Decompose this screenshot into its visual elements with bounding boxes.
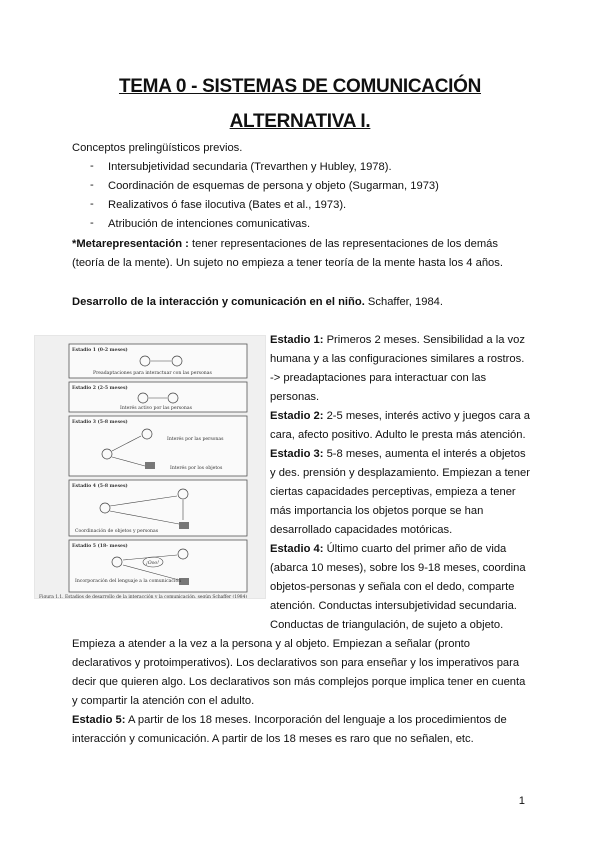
stage-term: Estadio 1: bbox=[270, 334, 324, 346]
text-span: decir que quieren algo. Los declarativos son más complejos porque implica tener en cuenta bbox=[72, 676, 526, 688]
text-line bbox=[72, 656, 519, 670]
text-span: atención. Conductas intersubjetividad secundaria. bbox=[270, 600, 517, 612]
text-span: y des. prensión y desplazamiento. Empiezan a tener bbox=[270, 467, 530, 479]
text-line bbox=[270, 523, 452, 537]
metarep-line-1 bbox=[72, 237, 498, 251]
stage-caption: Interés por las personas bbox=[167, 437, 224, 442]
stage-caption: Interés activo por las personas bbox=[120, 406, 192, 411]
text-span: 2-5 meses, interés activo y juegos cara a bbox=[323, 410, 530, 422]
text-line bbox=[270, 580, 514, 594]
text-span: Último cuarto del primer año de vida bbox=[323, 543, 507, 555]
text-span: -> preadaptaciones para interactuar con las bbox=[270, 372, 487, 384]
text-span: Empieza a atender a la vez a la persona y al objeto. Empiezan a señalar (pronto bbox=[72, 638, 471, 650]
text-span: ciertas capacidades perceptivas, empieza a tener bbox=[270, 486, 516, 498]
stage-caption: Preadaptaciones para interactuar con las personas bbox=[93, 371, 212, 376]
text-line bbox=[270, 618, 503, 632]
stage-label: Estadio 1 (0-2 meses) bbox=[72, 348, 128, 353]
text-line bbox=[270, 504, 483, 518]
text-line bbox=[270, 409, 530, 423]
section-ref: Schaffer, 1984. bbox=[364, 296, 443, 308]
section-title: Desarrollo de la interacción y comunicación en el niño. bbox=[72, 296, 365, 308]
text-line bbox=[270, 542, 506, 556]
object-icon bbox=[179, 522, 189, 529]
stage-label: Estadio 3 (5-8 meses) bbox=[72, 420, 128, 425]
bullet-dash: - bbox=[90, 160, 94, 172]
text-span: (abarca 10 meses), sobre los 9-18 meses, coordina bbox=[270, 562, 526, 574]
stage-caption: Incorporación del lenguaje a la comunicación bbox=[75, 579, 182, 584]
text-line bbox=[72, 637, 470, 651]
text-span: objetos-personas y señala con el dedo, comparte bbox=[270, 581, 515, 593]
text-line bbox=[270, 333, 525, 347]
stage-label: Estadio 2 (2-5 meses) bbox=[72, 386, 128, 391]
stage-term: Estadio 3: bbox=[270, 448, 324, 460]
page-number: 1 bbox=[518, 795, 525, 807]
bullet-item: Realizativos ó fase ilocutiva (Bates et al., 1973). bbox=[108, 199, 347, 211]
stage-caption: Coordinación de objetos y personas bbox=[75, 529, 159, 534]
text-span: A partir de los 18 meses. Incorporación del lenguaje a los procedimientos de bbox=[125, 714, 507, 726]
text-span: declarativos y protoimperativos). Los declarativos son para enseñar y los imperativos para bbox=[72, 657, 520, 669]
text-line bbox=[270, 466, 530, 480]
object-icon bbox=[145, 462, 155, 469]
stage-term: Estadio 4: bbox=[270, 543, 324, 555]
text-line bbox=[270, 428, 526, 442]
intro-text: Conceptos prelingüísticos previos. bbox=[72, 142, 243, 154]
text-line bbox=[270, 352, 524, 366]
text-line bbox=[270, 485, 516, 499]
text-span: Primeros 2 meses. Sensibilidad a la voz bbox=[323, 334, 525, 346]
text-line bbox=[270, 447, 526, 461]
section-heading bbox=[72, 295, 443, 309]
stage-caption: Interés por los objetos bbox=[170, 466, 223, 471]
bullet-item: Coordinación de esquemas de persona y objeto (Sugarman, 1973) bbox=[108, 180, 439, 192]
text-span: desarrollado capacidades motóricas. bbox=[270, 524, 453, 536]
figure-caption: Figura 1.1. Estadios de desarrollo de la interacción y la comunicación, según Schaffer (1984) bbox=[39, 595, 248, 598]
speech-text: ¡Ooo! bbox=[146, 561, 159, 566]
text-line bbox=[72, 713, 507, 727]
text-span: más importancia los objetos porque se han bbox=[270, 505, 484, 517]
text-line bbox=[72, 732, 474, 746]
text-line bbox=[270, 390, 319, 404]
text-line bbox=[72, 675, 525, 689]
text-line bbox=[270, 599, 517, 613]
bullet-dash: - bbox=[90, 179, 94, 191]
text-span: humana y a las configuraciones similares a rostros. bbox=[270, 353, 525, 365]
title-line-1: TEMA 0 - SISTEMAS DE COMUNICACIÓN bbox=[118, 76, 482, 97]
stage-term: Estadio 5: bbox=[72, 714, 126, 726]
text-line bbox=[72, 694, 254, 708]
metarep-text: tener representaciones de las representaciones de los demás bbox=[188, 238, 498, 250]
bullet-dash: - bbox=[90, 217, 94, 229]
bullet-dash: - bbox=[90, 198, 94, 210]
text-span: interacción y comunicación. A partir de los 18 meses es raro que no señalen, etc. bbox=[72, 733, 474, 745]
text-span: Conductas de triangulación, de sujeto a objeto. bbox=[270, 619, 504, 631]
stages-figure bbox=[34, 335, 266, 599]
text-line bbox=[270, 561, 526, 575]
stage-term: Estadio 2: bbox=[270, 410, 324, 422]
metarep-line-2: (teoría de la mente). Un sujeto no empieza a tener teoría de la mente hasta los 4 años. bbox=[72, 257, 503, 269]
title-line-2: ALTERNATIVA I. bbox=[229, 111, 371, 132]
stage-label: Estadio 5 (18- meses) bbox=[72, 544, 128, 549]
text-span: 5-8 meses, aumenta el interés a objetos bbox=[323, 448, 526, 460]
stage-label: Estadio 4 (5-8 meses) bbox=[72, 484, 128, 489]
text-span: personas. bbox=[270, 391, 320, 403]
metarep-term: *Metarepresentación : bbox=[72, 238, 189, 250]
text-span: cara, afecto positivo. Adulto le presta más atención. bbox=[270, 429, 526, 441]
stages-diagram bbox=[35, 336, 265, 598]
text-line bbox=[270, 371, 486, 385]
bullet-item: Intersubjetividad secundaria (Trevarthen y Hubley, 1978). bbox=[108, 161, 392, 173]
bullet-item: Atribución de intenciones comunicativas. bbox=[108, 218, 311, 230]
text-span: y compartir la atención con el adulto. bbox=[72, 695, 255, 707]
